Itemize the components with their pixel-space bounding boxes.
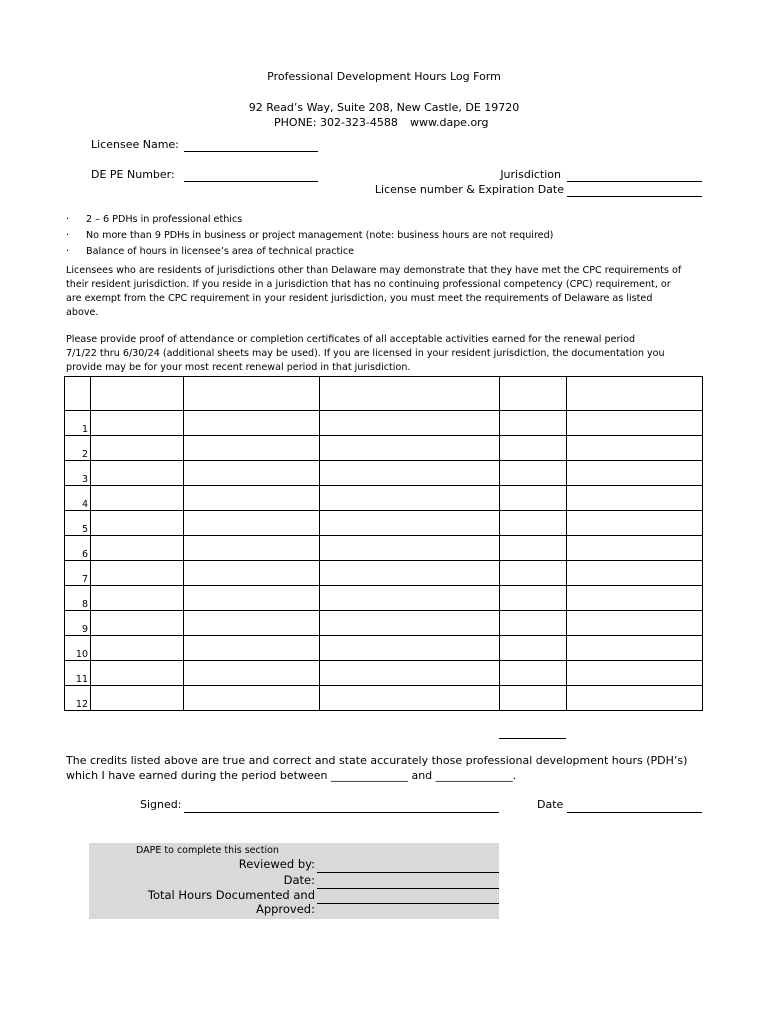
row-number: 3 (65, 461, 91, 486)
total-hours-line[interactable] (499, 738, 566, 739)
table-row (65, 486, 703, 511)
table-cell[interactable] (500, 411, 567, 436)
table-cell[interactable] (91, 561, 184, 586)
table-cell[interactable] (184, 661, 320, 686)
table-cell[interactable] (320, 636, 500, 661)
table-cell[interactable] (184, 586, 320, 611)
table-cell[interactable] (320, 661, 500, 686)
licensee-name-field[interactable] (184, 151, 318, 152)
table-row (65, 536, 703, 561)
table-cell[interactable] (567, 636, 703, 661)
date-field[interactable] (567, 812, 702, 813)
certification-text: The credits listed above are true and correct and state accurately those professional development hours (PDH’s) which I have earned during the period between ______________ and ______________. (66, 754, 688, 782)
table-header-row (65, 377, 703, 411)
table-cell[interactable] (567, 611, 703, 636)
table-cell[interactable] (184, 536, 320, 561)
license-number-field[interactable] (567, 196, 702, 197)
licensee-name-label: Licensee Name: (91, 138, 179, 151)
license-number-label: License number & Expiration Date (374, 183, 564, 196)
table-row (65, 436, 703, 461)
phone: PHONE: 302-323-4588 (274, 116, 398, 129)
jurisdiction-field[interactable] (567, 181, 702, 182)
row-number: 12 (65, 686, 91, 711)
table-cell[interactable] (91, 686, 184, 711)
reviewed-by-label: Reviewed by: (238, 857, 315, 871)
table-cell[interactable] (320, 461, 500, 486)
dape-section-title: DAPE to complete this section (136, 845, 279, 856)
row-number: 9 (65, 611, 91, 636)
table-cell[interactable] (320, 436, 500, 461)
jurisdiction-label: Jurisdiction (500, 168, 561, 181)
bullet-marker: · (66, 214, 70, 225)
dape-date-field[interactable] (317, 888, 499, 889)
table-cell[interactable] (91, 636, 184, 661)
table-cell[interactable] (91, 511, 184, 536)
table-cell[interactable] (320, 411, 500, 436)
table-cell[interactable] (500, 436, 567, 461)
table-cell[interactable] (184, 561, 320, 586)
table-cell[interactable] (500, 611, 567, 636)
table-cell[interactable] (567, 586, 703, 611)
form-title: Professional Development Hours Log Form (267, 70, 501, 83)
row-number: 2 (65, 436, 91, 461)
address: 92 Read’s Way, Suite 208, New Castle, DE 19720 (248, 101, 520, 114)
bullet-marker: · (66, 246, 70, 257)
table-cell[interactable] (320, 611, 500, 636)
table-cell[interactable] (320, 511, 500, 536)
list-item: · Balance of hours in licensee’s area of technical practice (66, 244, 553, 260)
table-row (65, 561, 703, 586)
table-cell[interactable] (184, 611, 320, 636)
table-row (65, 461, 703, 486)
reviewed-by-field[interactable] (317, 872, 499, 873)
table-cell[interactable] (567, 436, 703, 461)
table-cell[interactable] (320, 686, 500, 711)
table-cell[interactable] (91, 611, 184, 636)
table-row (65, 611, 703, 636)
table-cell[interactable] (500, 511, 567, 536)
residents-paragraph: Licensees who are residents of jurisdictions other than Delaware may demonstrate that they have met the CPC requirements of their resident jurisdiction. If you reside in a jurisdiction that has no continuing professional competency (CPC) requirement, or are exempt from the CPC requirement in your resident jurisdiction, you must meet the requirements of Delaware as listed above. (66, 265, 682, 318)
table-cell[interactable] (184, 636, 320, 661)
table-cell[interactable] (320, 486, 500, 511)
table-cell[interactable] (500, 461, 567, 486)
table-cell[interactable] (184, 686, 320, 711)
row-number: 5 (65, 511, 91, 536)
table-cell[interactable] (91, 436, 184, 461)
table-cell[interactable] (500, 636, 567, 661)
table-cell[interactable] (567, 511, 703, 536)
row-number: 10 (65, 636, 91, 661)
signature-field[interactable] (184, 812, 499, 813)
list-item: · No more than 9 PDHs in business or project management (note: business hours are not required) (66, 228, 553, 244)
table-cell[interactable] (320, 561, 500, 586)
table-cell[interactable] (320, 536, 500, 561)
table-cell[interactable] (567, 686, 703, 711)
table-row (65, 661, 703, 686)
bullet-marker: · (66, 230, 70, 241)
table-cell[interactable] (500, 561, 567, 586)
de-pe-number-field[interactable] (184, 181, 318, 182)
total-hours-field[interactable] (317, 903, 499, 904)
table-row (65, 411, 703, 436)
table-cell[interactable] (500, 586, 567, 611)
row-number: 1 (65, 411, 91, 436)
table-cell[interactable] (320, 586, 500, 611)
table-cell[interactable] (91, 661, 184, 686)
proof-paragraph: Please provide proof of attendance or completion certificates of all acceptable activities earned for the renewal period 7/1/22 thru 6/30/24 (additional sheets may be used). If you are licensed in your resident jurisdiction, the documentation you provide may be for your most recent renewal period in that jurisdiction. (66, 334, 665, 373)
table-cell[interactable] (500, 486, 567, 511)
total-hours-label: Total Hours Documented and Approved: (147, 888, 315, 916)
table-cell[interactable] (184, 511, 320, 536)
date-label: Date (537, 798, 564, 811)
table-cell[interactable] (91, 461, 184, 486)
website-link[interactable]: www.dape.org (410, 116, 489, 129)
table-row (65, 636, 703, 661)
signed-label: Signed: (140, 798, 182, 811)
table-cell[interactable] (91, 486, 184, 511)
table-cell[interactable] (184, 411, 320, 436)
de-pe-number-label: DE PE Number: (91, 168, 175, 181)
table-cell[interactable] (184, 486, 320, 511)
row-number: 8 (65, 586, 91, 611)
table-cell[interactable] (567, 411, 703, 436)
dape-date-label: Date: (283, 873, 315, 887)
table-cell[interactable] (567, 486, 703, 511)
row-number: 7 (65, 561, 91, 586)
table-cell[interactable] (567, 661, 703, 686)
pdh-log-table (64, 376, 703, 711)
table-row (65, 586, 703, 611)
table-row (65, 511, 703, 536)
list-item: · 2 – 6 PDHs in professional ethics (66, 212, 553, 228)
table-cell[interactable] (91, 586, 184, 611)
table-cell[interactable] (500, 661, 567, 686)
table-row (65, 686, 703, 711)
row-number: 6 (65, 536, 91, 561)
table-cell[interactable] (184, 436, 320, 461)
row-number: 11 (65, 661, 91, 686)
table-cell[interactable] (91, 536, 184, 561)
row-number: 4 (65, 486, 91, 511)
table-cell[interactable] (567, 461, 703, 486)
table-cell[interactable] (91, 411, 184, 436)
table-cell[interactable] (500, 686, 567, 711)
table-cell[interactable] (184, 461, 320, 486)
table-cell[interactable] (500, 536, 567, 561)
requirements-list (66, 212, 553, 260)
dape-section (89, 843, 499, 919)
table-cell[interactable] (567, 561, 703, 586)
table-cell[interactable] (567, 536, 703, 561)
